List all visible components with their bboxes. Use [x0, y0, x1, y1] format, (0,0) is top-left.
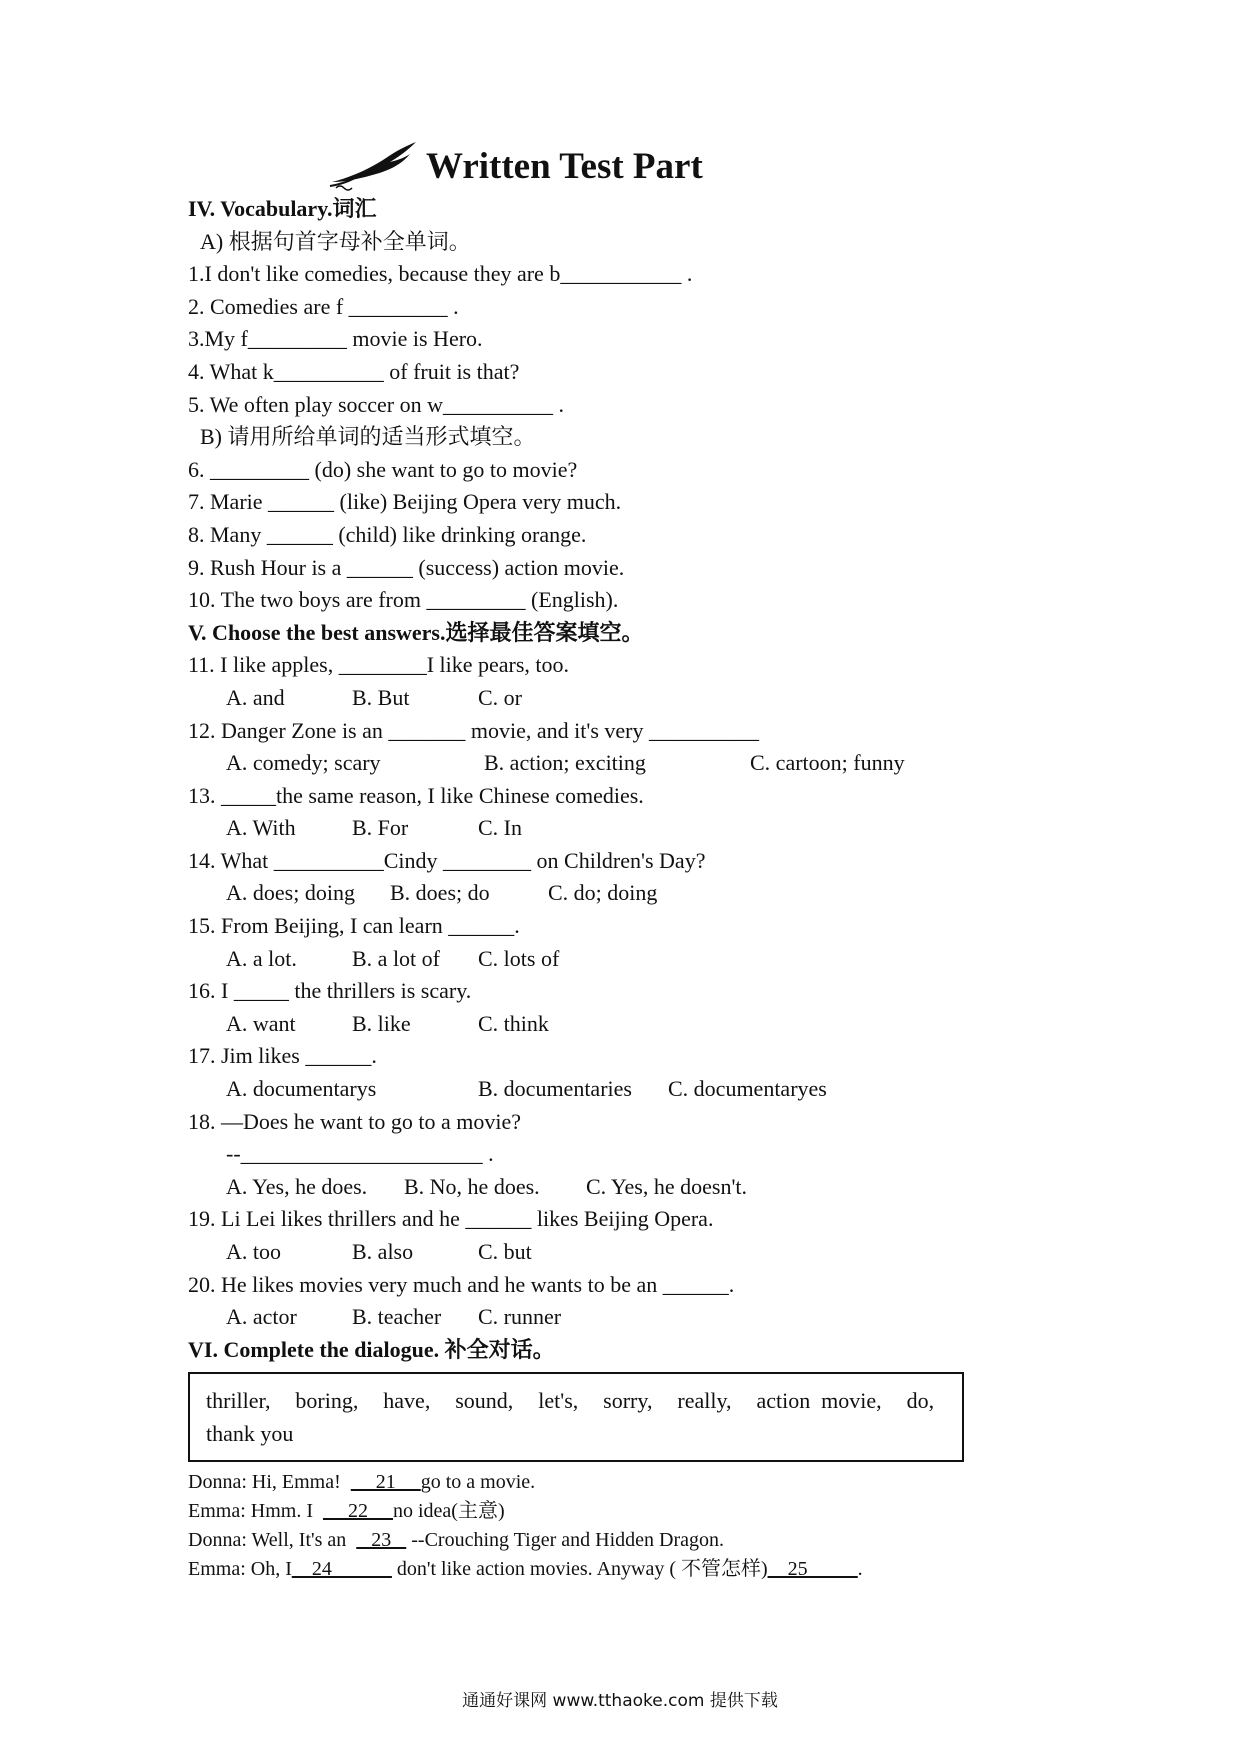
answer-option: A. a lot. [226, 945, 297, 971]
answer-option: B. documentaries [478, 1076, 632, 1102]
answer-option: A. does; doing [226, 880, 355, 906]
dialogue-blank: 23 [356, 1529, 407, 1552]
footer-credit: 通通好课网 www.tthaoke.com 提供下载 [462, 1691, 778, 1711]
answer-option: B. also [352, 1239, 414, 1264]
dialogue-text: no idea(主意) [392, 1500, 505, 1523]
answer-option: A. and [226, 684, 285, 710]
word-bank-item: sorry, [603, 1388, 653, 1414]
word-bank-item: let's, [538, 1388, 579, 1414]
dialogue-text: go to a movie. [420, 1471, 536, 1494]
answer-option: C. lots of [478, 945, 560, 971]
answer-option: B. action; exciting [484, 750, 646, 776]
answer-options [188, 1301, 1048, 1334]
answer-options [188, 812, 1048, 845]
answer-option: C. think [478, 1010, 549, 1036]
word-bank-item: sound, [455, 1388, 514, 1414]
section-heading-choose: V. Choose the best answers.选择最佳答案填空。 [188, 619, 644, 645]
word-bank-item: thank you [206, 1421, 294, 1447]
question-item: 8. Many ______ (child) like drinking orange. [188, 521, 587, 547]
word-bank-item: boring, [295, 1388, 359, 1414]
question-item: 10. The two boys are from _________ (English). [188, 587, 619, 613]
answer-options [188, 747, 1048, 780]
dialogue-text: don't like action movies. Anyway ( 不管怎样) [391, 1558, 768, 1581]
answer-options [188, 1171, 1048, 1204]
answer-option: B. But [352, 684, 410, 710]
question-item: 11. I like apples, ________I like pears, too. [188, 652, 570, 678]
answer-option: A. comedy; scary [226, 750, 381, 776]
dialogue-text: . [857, 1558, 863, 1581]
word-bank-item: have, [383, 1388, 431, 1414]
word-bank-item: action movie, [756, 1388, 882, 1414]
answer-option: C. runner [478, 1304, 562, 1330]
answer-option: B. does; do [390, 880, 490, 906]
question-item: 3.My f_________ movie is Hero. [188, 326, 483, 352]
question-item: 16. I _____ the thrillers is scary. [188, 978, 472, 1004]
question-item: 12. Danger Zone is an _______ movie, and it's very __________ [188, 717, 759, 743]
answer-options [188, 1073, 1048, 1106]
dialogue-line [188, 1497, 1048, 1526]
answer-option: A. Yes, he does. [226, 1173, 368, 1199]
word-bank-box [188, 1372, 964, 1462]
dialogue-line [188, 1555, 1048, 1584]
dialogue-blank: __24______ [291, 1558, 392, 1581]
answer-option: B. a lot of [352, 945, 440, 971]
answer-option: C. In [478, 815, 522, 841]
answer-option: A. With [226, 815, 296, 841]
answer-options [188, 877, 1048, 910]
answer-option: C. but [478, 1239, 532, 1264]
dialogue-text: Emma: Hmm. I [188, 1500, 323, 1523]
answer-option: C. cartoon; funny [750, 750, 905, 776]
answer-option: A. documentarys [226, 1076, 377, 1102]
question-item: 15. From Beijing, I can learn ______. [188, 913, 520, 939]
answer-options [188, 1008, 1048, 1041]
dialogue-blank: 21 [350, 1471, 421, 1494]
question-item: 17. Jim likes ______. [188, 1043, 377, 1069]
dialogue-text: Emma: Oh, I [188, 1558, 292, 1581]
word-bank-item: really, [677, 1388, 732, 1414]
answer-options [188, 1236, 1048, 1269]
answer-option: A. want [226, 1010, 296, 1036]
dialogue-blank: 22 [322, 1500, 393, 1523]
question-item: 20. He likes movies very much and he wants to be an ______. [188, 1271, 735, 1297]
answer-option: B. teacher [352, 1304, 442, 1330]
question-item: 13. _____the same reason, I like Chinese comedies. [188, 782, 644, 808]
question-item: 4. What k__________ of fruit is that? [188, 358, 520, 384]
question-item: 5. We often play soccer on w__________ . [188, 391, 565, 417]
answer-option: A. too [226, 1239, 281, 1264]
answer-option: C. or [478, 684, 522, 710]
question-item: 14. What __________Cindy ________ on Children's Day? [188, 847, 706, 873]
question-item: 1.I don't like comedies, because they are b___________ . [188, 261, 693, 287]
word-bank-item: do, [906, 1388, 935, 1414]
dialogue-text: --Crouching Tiger and Hidden Dragon. [406, 1529, 724, 1552]
answer-option: B. like [352, 1010, 411, 1036]
part-b-instruction: B) 请用所给单词的适当形式填空。 [200, 424, 536, 450]
answer-option: C. do; doing [548, 880, 658, 906]
question-item: 19. Li Lei likes thrillers and he ______ likes Beijing Opera. [188, 1206, 714, 1232]
dialogue-text: Donna: Well, It's an [188, 1529, 357, 1552]
dialogue-blank: __25_____ [767, 1558, 858, 1581]
word-bank-item: thriller, [206, 1388, 271, 1414]
answer-options [188, 682, 1048, 715]
section-heading-vocabulary: IV. Vocabulary.词汇 [188, 196, 377, 221]
part-a-instruction: A) 根据句首字母补全单词。 [200, 228, 471, 254]
answer-option: C. Yes, he doesn't. [586, 1173, 748, 1199]
question-item: 9. Rush Hour is a ______ (success) action movie. [188, 554, 625, 580]
worksheet-content [188, 193, 1048, 1584]
dialogue-text: Donna: Hi, Emma! [188, 1471, 351, 1494]
quill-pen-icon [328, 140, 418, 192]
question-item: 18. —Does he want to go to a movie? [188, 1108, 521, 1134]
answer-options [188, 943, 1048, 976]
dialogue-line [188, 1526, 1048, 1555]
title-row [328, 138, 703, 194]
question-item: 7. Marie ______ (like) Beijing Opera very much. [188, 489, 622, 515]
answer-option: A. actor [226, 1304, 297, 1330]
question-item: 6. _________ (do) she want to go to movie? [188, 456, 578, 482]
page-title: Written Test Part [426, 145, 703, 187]
section-heading-dialogue: VI. Complete the dialogue. 补全对话。 [188, 1336, 555, 1362]
answer-option: B. For [352, 815, 409, 841]
multiple-choice-list [188, 649, 1048, 1333]
answer-blank-line: --______________________ . [226, 1141, 494, 1167]
dialogue-line [188, 1468, 1048, 1497]
question-item: 2. Comedies are f _________ . [188, 293, 459, 319]
dialogue-lines [188, 1468, 1048, 1584]
answer-option: C. documentaryes [668, 1076, 827, 1102]
answer-option: B. No, he does. [404, 1173, 540, 1199]
